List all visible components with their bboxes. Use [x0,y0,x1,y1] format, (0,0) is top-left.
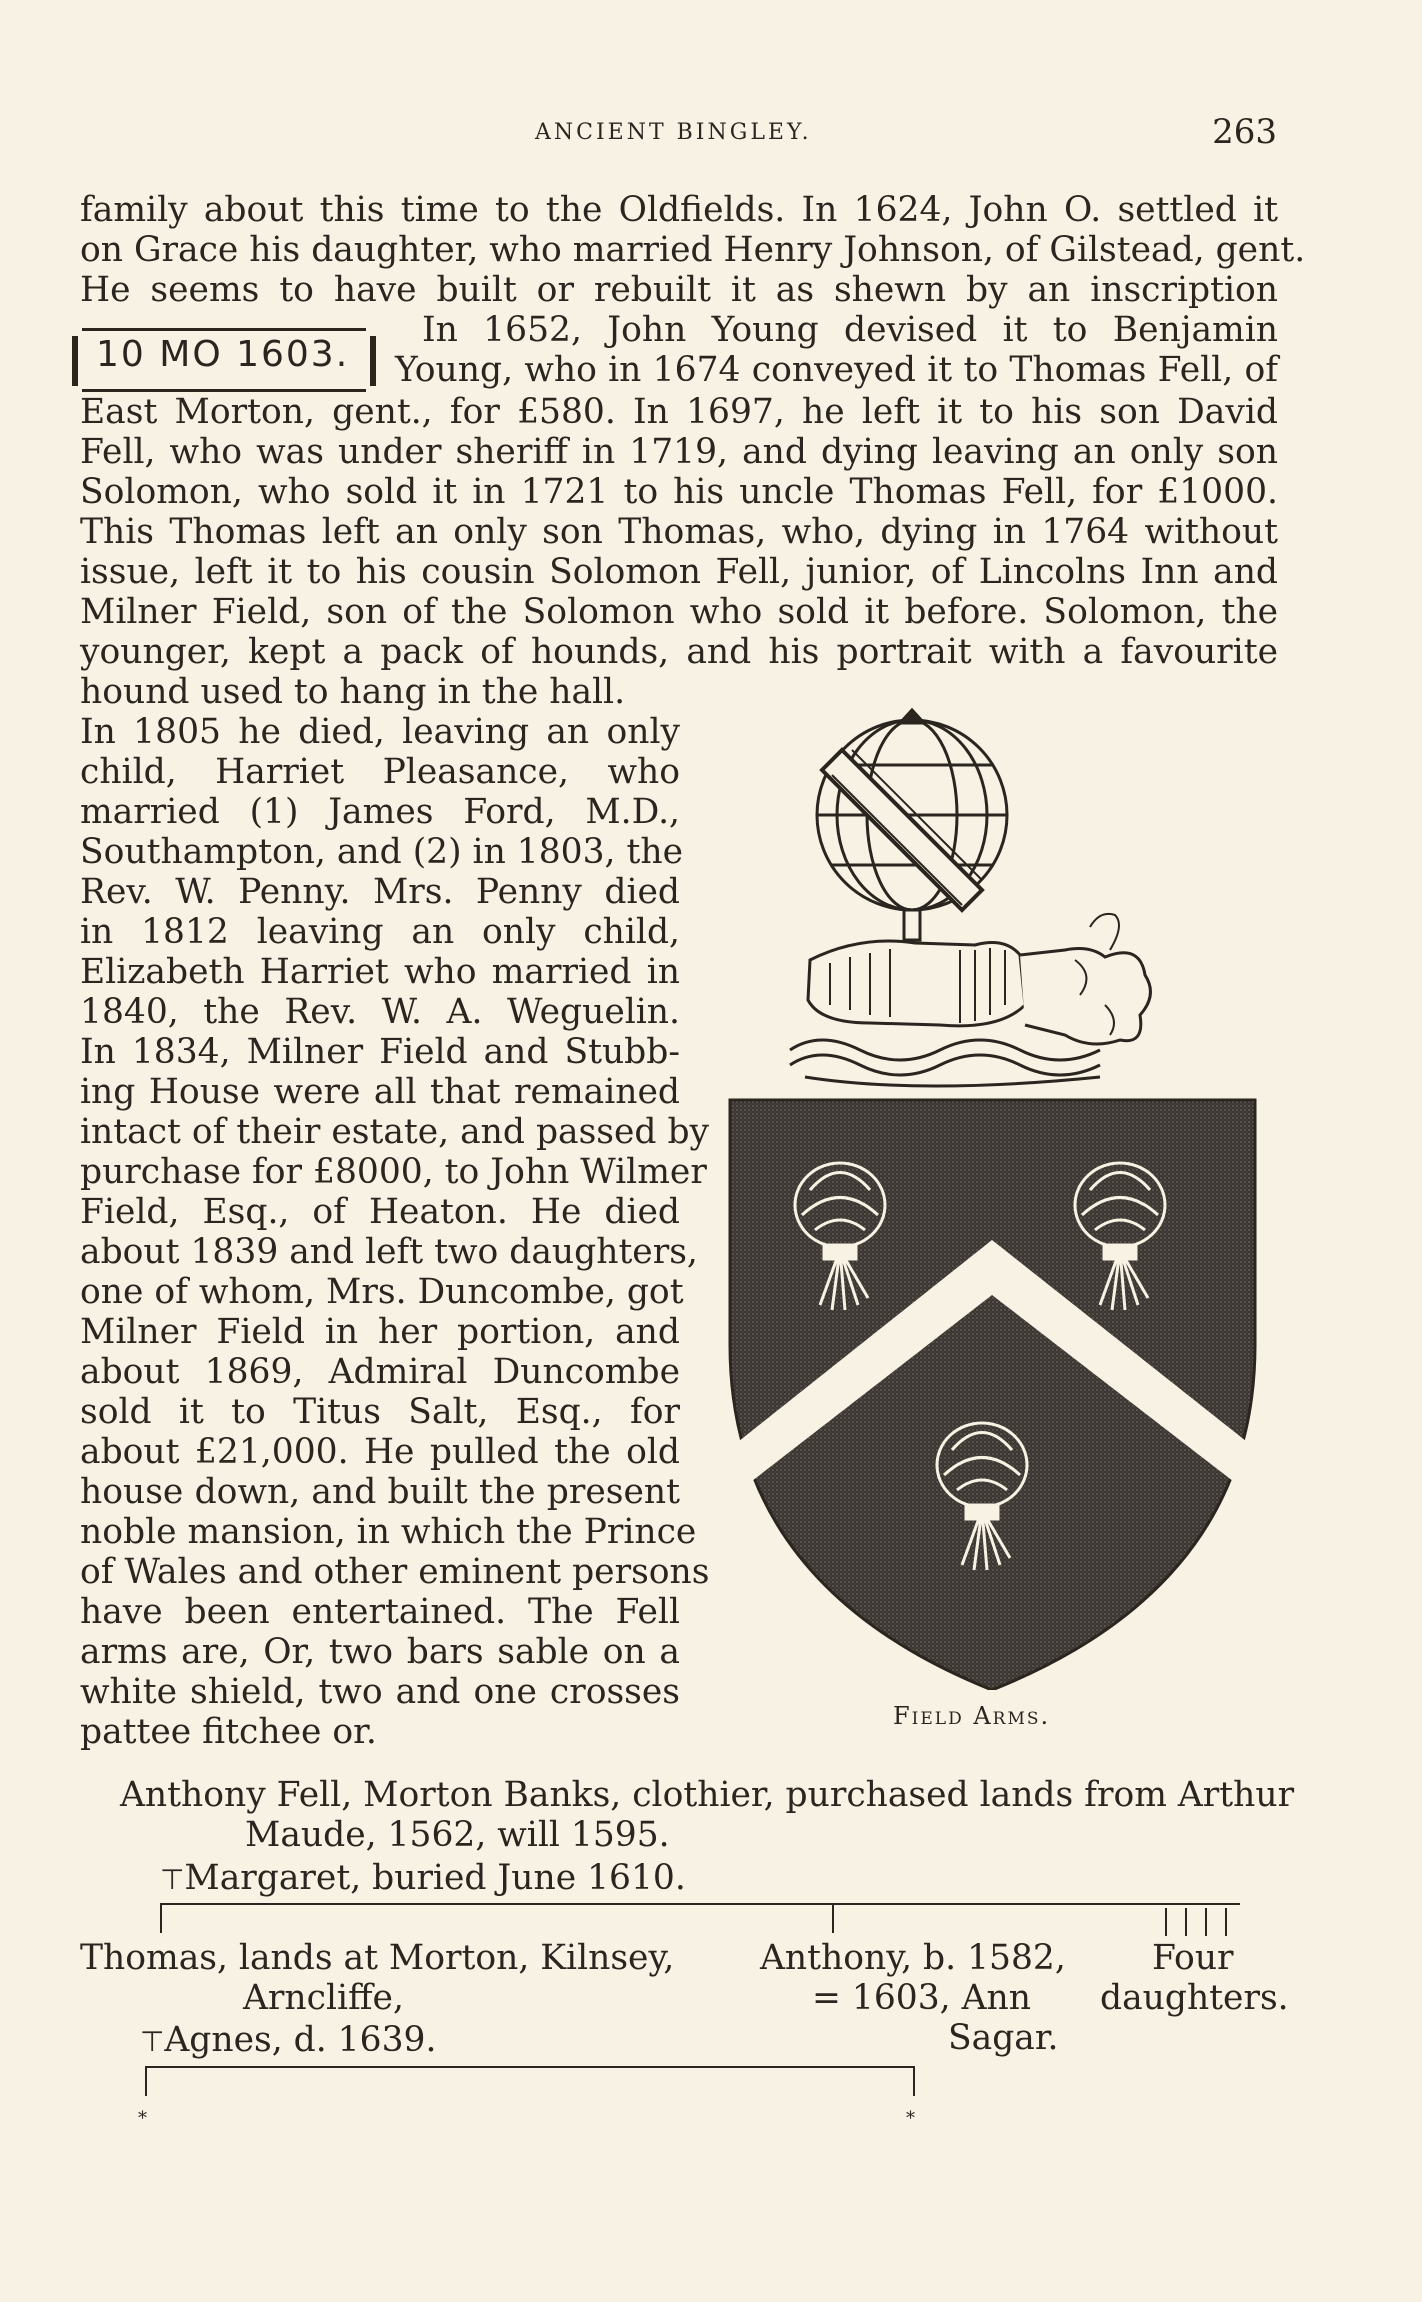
text-line: married (1) James Ford, M.D., [80,792,680,832]
child-four: Four [1152,1938,1234,1978]
marriage-symbol: ⊤ [140,2025,165,2058]
text-line: one of whom, Mrs. Duncombe, got [80,1272,684,1312]
shield [730,1100,1255,1690]
page-number: 263 [1212,112,1277,152]
wreath-crest [790,1040,1100,1086]
marriage-symbol: ⊤ [160,1863,185,1896]
descent-line [160,1903,1240,1905]
hand-crest [808,914,1150,1044]
text-line: 1840, the Rev. W. A. Weguelin. [80,992,680,1032]
text-line: In 1805 he died, leaving an only [80,712,680,752]
text-line: In 1652, John Young devised it to Benjamin [422,310,1278,350]
child-anthony-wife: Sagar. [948,2018,1059,2058]
child-thomas: Thomas, lands at Morton, Kilnsey, [80,1938,675,1978]
text-line: Milner Field in her portion, and [80,1312,680,1352]
text-line: ing House were all that remained [80,1072,680,1112]
text-line: This Thomas left an only son Thomas, who, dying in 1764 without [80,512,1278,552]
text-line: of Wales and other eminent persons [80,1552,710,1592]
text-line: purchase for £8000, to John Wilmer [80,1152,707,1192]
text-line: Southampton, and (2) in 1803, the [80,832,683,872]
text-line: house down, and built the present [80,1472,680,1512]
text-line: issue, left it to his cousin Solomon Fell, junior, of Lincolns Inn and [80,552,1278,592]
inscription-text: 10 MO 1603. [96,334,350,375]
text-line: Elizabeth Harriet who married in [80,952,680,992]
text-line: white shield, two and one crosses [80,1672,680,1712]
descent-tick [913,2066,915,2096]
descent-tick [832,1903,834,1933]
text-line: child, Harriet Pleasance, who [80,752,680,792]
child-anthony: Anthony, b. 1582, [760,1938,1066,1978]
text-line: on Grace his daughter, who married Henry Johnson, of Gilstead, gent. [80,230,1306,270]
text-line: family about this time to the Oldfields. In 1624, John O. settled it [80,190,1278,230]
descent-tick [160,1903,162,1933]
text-line: Solomon, who sold it in 1721 to his uncle Thomas Fell, for £1000. [80,472,1278,512]
text-line: pattee fitchee or. [80,1712,377,1752]
text-line: about 1869, Admiral Duncombe [80,1352,680,1392]
running-title: ANCIENT BINGLEY. [535,120,812,145]
text-line: Rev. W. Penny. Mrs. Penny died [80,872,680,912]
wife-name: Agnes, d. 1639. [164,2020,437,2060]
descent-tick [1205,1908,1207,1936]
descent-tick [1185,1908,1187,1936]
descendant-mark: * [906,2108,915,2129]
descendant-mark: * [138,2108,147,2129]
wife-name: Margaret, buried June 1610. [184,1858,686,1898]
descent-tick [1225,1908,1227,1936]
text-line: He seems to have built or rebuilt it as shewn by an inscription [80,270,1278,310]
text-line: Milner Field, son of the Solomon who sold it before. Solomon, the [80,592,1278,632]
text-line: have been entertained. The Fell [80,1592,680,1632]
descent-line [145,2066,915,2068]
text-line: in 1812 leaving an only child, [80,912,680,952]
text-line: hound used to hang in the hall. [80,672,626,712]
pedigree-head-cont: Maude, 1562, will 1595. [245,1815,670,1855]
text-line: sold it to Titus Salt, Esq., for [80,1392,680,1432]
text-line: Fell, who was under sheriff in 1719, and dying leaving an only son [80,432,1278,472]
text-line: noble mansion, in which the Prince [80,1512,697,1552]
coat-of-arms-engraving [720,705,1265,1690]
text-line: Field, Esq., of Heaton. He died [80,1192,680,1232]
running-head [0,112,1422,152]
figure-caption: Field Arms. [893,1702,1051,1730]
descent-tick [145,2066,147,2096]
globe-crest [817,710,1007,940]
text-line: arms are, Or, two bars sable on a [80,1632,680,1672]
child-thomas-cont: Arncliffe, [243,1978,404,2018]
text-line: about £21,000. He pulled the old [80,1432,680,1472]
text-line: East Morton, gent., for £580. In 1697, he left it to his son David [80,392,1278,432]
text-line: Young, who in 1674 conveyed it to Thomas Fell, of [395,350,1278,390]
child-four-cont: daughters. [1100,1978,1289,2018]
descent-tick [1165,1908,1167,1936]
text-line: younger, kept a pack of hounds, and his portrait with a favourite [80,632,1278,672]
child-anthony-cont: = 1603, Ann [812,1978,1031,2018]
text-line: In 1834, Milner Field and Stubb- [80,1032,680,1072]
pedigree-wife [160,1858,686,1900]
pedigree-head: Anthony Fell, Morton Banks, clothier, purchased lands from Arthur [120,1775,1295,1815]
text-line: intact of their estate, and passed by [80,1112,710,1152]
inscription-box [72,324,382,394]
child-thomas-wife [140,2020,436,2062]
text-line: about 1839 and left two daughters, [80,1232,698,1272]
